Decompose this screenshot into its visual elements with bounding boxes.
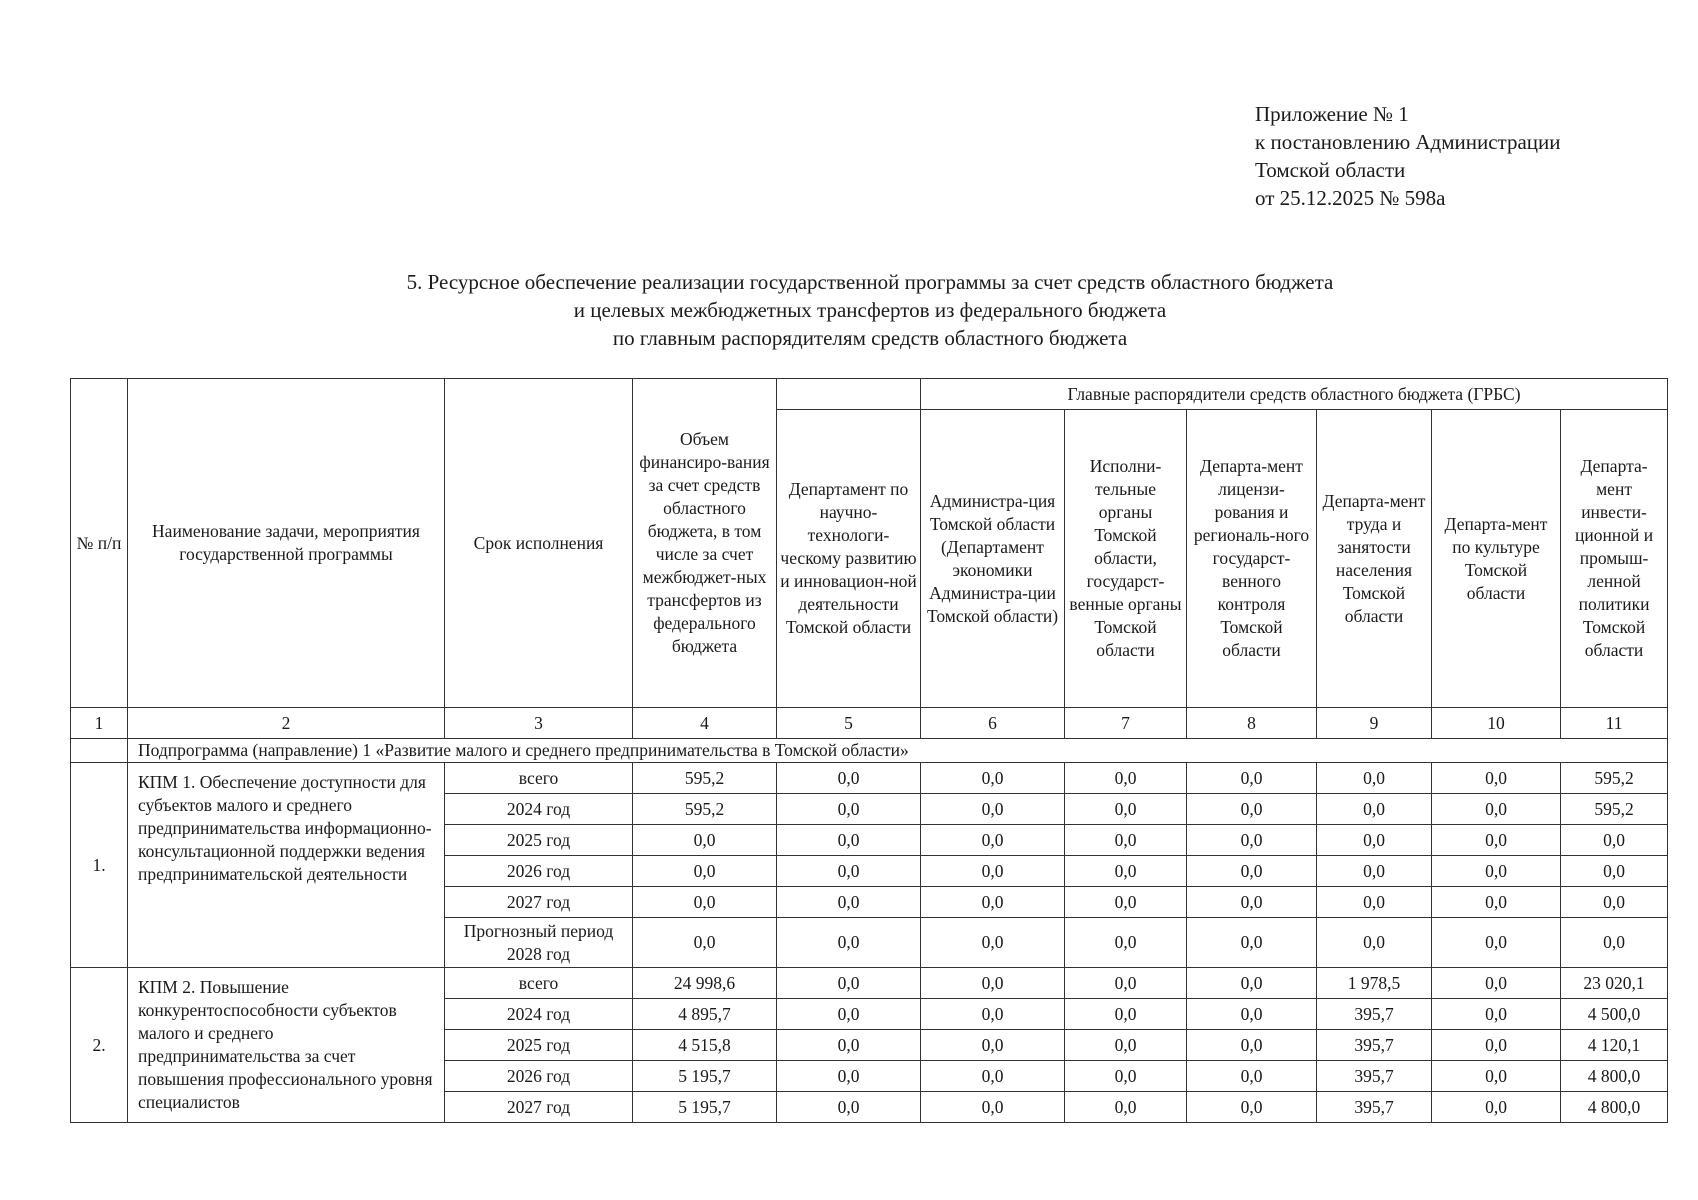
- subprogram-row: [71, 739, 1668, 763]
- value-cell: 4 120,1: [1561, 1030, 1668, 1061]
- appendix-line: от 25.12.2025 № 598а: [1255, 186, 1446, 210]
- term-cell: всего: [445, 968, 633, 999]
- term-cell: 2026 год: [445, 1061, 633, 1092]
- value-cell: 0,0: [1065, 918, 1187, 968]
- value-cell: 595,2: [1561, 763, 1668, 794]
- value-cell: 0,0: [1561, 918, 1668, 968]
- header-dept-science: Департамент по научно-технологи-ческому развитию и инновацион-ной деятельности Томской области: [777, 410, 921, 708]
- value-cell: 0,0: [1432, 794, 1561, 825]
- header-term: Срок исполнения: [445, 379, 633, 708]
- value-cell: 395,7: [1317, 1092, 1432, 1123]
- value-cell: 0,0: [1187, 794, 1317, 825]
- value-cell: 0,0: [1065, 999, 1187, 1030]
- value-cell: 4 515,8: [633, 1030, 777, 1061]
- subprogram-title: Подпрограмма (направление) 1 «Развитие малого и среднего предпринимательства в Томской области»: [128, 739, 1668, 763]
- value-cell: 0,0: [1187, 763, 1317, 794]
- value-cell: 0,0: [633, 825, 777, 856]
- value-cell: 0,0: [921, 825, 1065, 856]
- term-cell: всего: [445, 763, 633, 794]
- resource-table: [70, 378, 1668, 1123]
- value-cell: 595,2: [633, 763, 777, 794]
- value-cell: 0,0: [1187, 856, 1317, 887]
- value-cell: 0,0: [921, 887, 1065, 918]
- term-cell: 2024 год: [445, 794, 633, 825]
- value-cell: 0,0: [1432, 999, 1561, 1030]
- value-cell: 4 895,7: [633, 999, 777, 1030]
- value-cell: 0,0: [1065, 763, 1187, 794]
- value-cell: 0,0: [1432, 968, 1561, 999]
- col-number: 4: [633, 708, 777, 739]
- value-cell: 0,0: [1432, 1061, 1561, 1092]
- value-cell: 24 998,6: [633, 968, 777, 999]
- term-cell: 2027 год: [445, 1092, 633, 1123]
- value-cell: 0,0: [1065, 825, 1187, 856]
- value-cell: 0,0: [1432, 763, 1561, 794]
- value-cell: 0,0: [1432, 825, 1561, 856]
- col-number: 9: [1317, 708, 1432, 739]
- value-cell: 0,0: [633, 887, 777, 918]
- header-volume: Объем финансиро-вания за счет средств областного бюджета, в том числе за счет межбюджет-ных трансфертов из федерального бюджета: [633, 379, 777, 708]
- task-name: КПМ 1. Обеспечение доступности для субъектов малого и среднего предпринимательства информационно-консультационной поддержки ведения предпринимательской деятельности: [128, 763, 445, 968]
- value-cell: 0,0: [921, 999, 1065, 1030]
- value-cell: 0,0: [777, 825, 921, 856]
- col-number: 7: [1065, 708, 1187, 739]
- document-title: [0, 268, 1698, 352]
- value-cell: 395,7: [1317, 1030, 1432, 1061]
- title-line: и целевых межбюджетных трансфертов из федерального бюджета: [573, 298, 1167, 322]
- col-number: 2: [128, 708, 445, 739]
- value-cell: 0,0: [777, 1061, 921, 1092]
- value-cell: 0,0: [1561, 825, 1668, 856]
- value-cell: 0,0: [1065, 1092, 1187, 1123]
- value-cell: 0,0: [1187, 887, 1317, 918]
- value-cell: 0,0: [921, 918, 1065, 968]
- header-dept-culture: Департа-мент по культуре Томской области: [1432, 410, 1561, 708]
- term-cell: 2025 год: [445, 1030, 633, 1061]
- value-cell: 0,0: [1317, 856, 1432, 887]
- appendix-line: Томской области: [1255, 158, 1406, 182]
- value-cell: 0,0: [1065, 887, 1187, 918]
- value-cell: 0,0: [1432, 918, 1561, 968]
- value-cell: 4 800,0: [1561, 1061, 1668, 1092]
- column-number-row: [71, 708, 1668, 739]
- value-cell: 0,0: [1317, 763, 1432, 794]
- value-cell: 0,0: [1187, 918, 1317, 968]
- subprogram-num-blank: [71, 739, 128, 763]
- value-cell: 23 020,1: [1561, 968, 1668, 999]
- value-cell: 0,0: [1187, 968, 1317, 999]
- header-blank: [777, 379, 921, 410]
- header-administration: Администра-ция Томской области (Департамент экономики Администра-ции Томской области): [921, 410, 1065, 708]
- value-cell: 0,0: [1432, 1092, 1561, 1123]
- value-cell: 0,0: [777, 763, 921, 794]
- value-cell: 0,0: [1432, 887, 1561, 918]
- value-cell: 0,0: [777, 1092, 921, 1123]
- col-number: 3: [445, 708, 633, 739]
- value-cell: 0,0: [777, 856, 921, 887]
- col-number: 11: [1561, 708, 1668, 739]
- task-number: 2.: [71, 968, 128, 1123]
- value-cell: 5 195,7: [633, 1061, 777, 1092]
- value-cell: 0,0: [777, 968, 921, 999]
- appendix-note: [1255, 100, 1561, 212]
- task-number: 1.: [71, 763, 128, 968]
- value-cell: 0,0: [921, 968, 1065, 999]
- task-name: КПМ 2. Повышение конкурентоспособности субъектов малого и среднего предпринимательства за счет повышения профессионального уровня специалистов: [128, 968, 445, 1123]
- value-cell: 0,0: [1317, 794, 1432, 825]
- value-cell: 0,0: [1065, 968, 1187, 999]
- value-cell: 0,0: [1187, 825, 1317, 856]
- header-num: № п/п: [71, 379, 128, 708]
- col-number: 6: [921, 708, 1065, 739]
- value-cell: 5 195,7: [633, 1092, 777, 1123]
- header-dept-licensing: Департа-мент лицензи-рования и региональ-ного государст-венного контроля Томской области: [1187, 410, 1317, 708]
- value-cell: 0,0: [921, 794, 1065, 825]
- header-dept-labor: Департа-мент труда и занятости населения Томской области: [1317, 410, 1432, 708]
- value-cell: 0,0: [1561, 887, 1668, 918]
- value-cell: 0,0: [921, 1030, 1065, 1061]
- term-cell: 2026 год: [445, 856, 633, 887]
- value-cell: 0,0: [633, 856, 777, 887]
- value-cell: 0,0: [633, 918, 777, 968]
- value-cell: 0,0: [1065, 856, 1187, 887]
- value-cell: 0,0: [777, 1030, 921, 1061]
- table-row: [71, 968, 1668, 999]
- header-name: Наименование задачи, мероприятия государственной программы: [128, 379, 445, 708]
- col-number: 8: [1187, 708, 1317, 739]
- term-cell: 2025 год: [445, 825, 633, 856]
- value-cell: 0,0: [921, 1061, 1065, 1092]
- term-cell: Прогнозный период 2028 год: [445, 918, 633, 968]
- value-cell: 0,0: [777, 887, 921, 918]
- header-executive-bodies: Исполни-тельные органы Томской области, государст-венные органы Томской области: [1065, 410, 1187, 708]
- value-cell: 0,0: [777, 999, 921, 1030]
- header-dept-investment: Департа-мент инвести-ционной и промыш-ленной политики Томской области: [1561, 410, 1668, 708]
- value-cell: 0,0: [1432, 856, 1561, 887]
- col-number: 1: [71, 708, 128, 739]
- value-cell: 0,0: [1065, 1061, 1187, 1092]
- term-cell: 2027 год: [445, 887, 633, 918]
- value-cell: 0,0: [1187, 1092, 1317, 1123]
- value-cell: 0,0: [1317, 825, 1432, 856]
- value-cell: 595,2: [1561, 794, 1668, 825]
- value-cell: 4 800,0: [1561, 1092, 1668, 1123]
- value-cell: 0,0: [1561, 856, 1668, 887]
- value-cell: 0,0: [921, 763, 1065, 794]
- value-cell: 1 978,5: [1317, 968, 1432, 999]
- value-cell: 0,0: [921, 1092, 1065, 1123]
- value-cell: 595,2: [633, 794, 777, 825]
- term-cell: 2024 год: [445, 999, 633, 1030]
- title-line: по главным распорядителям средств областного бюджета: [612, 326, 1128, 350]
- appendix-line: к постановлению Администрации: [1255, 130, 1561, 154]
- value-cell: 0,0: [777, 918, 921, 968]
- appendix-line: Приложение № 1: [1255, 102, 1409, 126]
- value-cell: 0,0: [1432, 1030, 1561, 1061]
- value-cell: 0,0: [1065, 794, 1187, 825]
- col-number: 5: [777, 708, 921, 739]
- table-row: [71, 763, 1668, 794]
- value-cell: 0,0: [1187, 999, 1317, 1030]
- header-grbs: Главные распорядители средств областного бюджета (ГРБС): [921, 379, 1668, 410]
- title-line: 5. Ресурсное обеспечение реализации государственной программы за счет средств областного бюджета: [406, 270, 1334, 294]
- col-number: 10: [1432, 708, 1561, 739]
- value-cell: 0,0: [1065, 1030, 1187, 1061]
- value-cell: 0,0: [921, 856, 1065, 887]
- value-cell: 0,0: [1317, 918, 1432, 968]
- value-cell: 0,0: [777, 794, 921, 825]
- value-cell: 0,0: [1187, 1061, 1317, 1092]
- value-cell: 395,7: [1317, 1061, 1432, 1092]
- value-cell: 4 500,0: [1561, 999, 1668, 1030]
- value-cell: 395,7: [1317, 999, 1432, 1030]
- value-cell: 0,0: [1187, 1030, 1317, 1061]
- value-cell: 0,0: [1317, 887, 1432, 918]
